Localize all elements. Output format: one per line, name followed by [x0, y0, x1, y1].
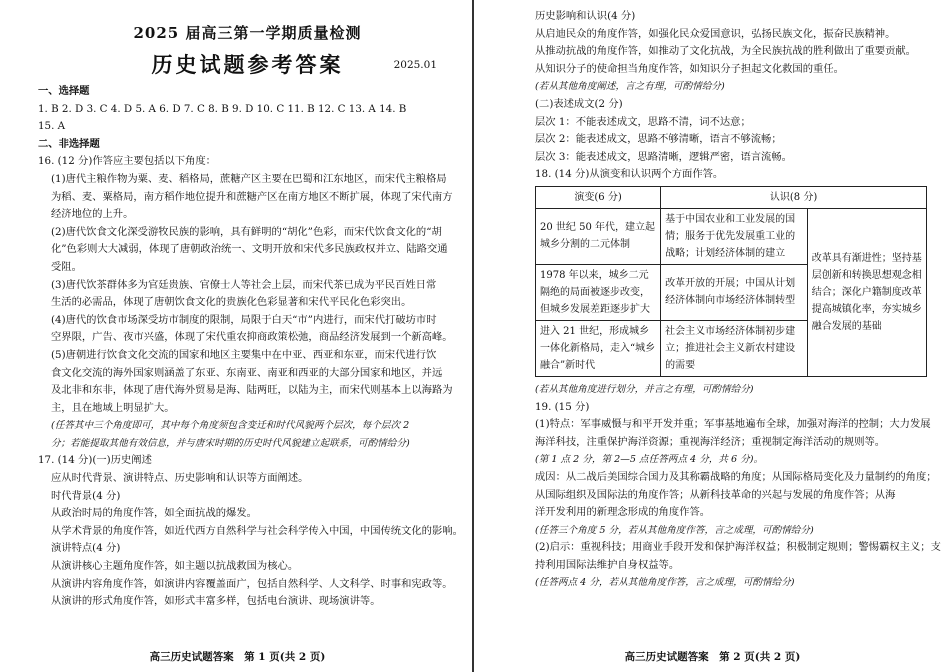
page-divider: [472, 0, 474, 672]
right-top-line: 层次 3：能表述成文，思路清晰，逻辑严密，语言流畅。: [535, 150, 792, 163]
right-top-line: 从知识分子的使命担当角度作答，如知识分子担起文化救国的重任。: [535, 62, 844, 75]
table-cell-understanding: 改革开放的开展；中国从计划经济体制向市场经济体制转型: [661, 264, 808, 320]
left-line: 17. (14 分)(一)历史阐述: [38, 454, 152, 467]
page-1-body: [38, 83, 463, 611]
page-2-footer: 高三历史试题答案 第 2 页(共 2 页): [624, 651, 801, 663]
exam-title: 2025 届高三第一学期质量检测: [133, 24, 362, 42]
table-cell-evolution: 20 世纪 50 年代，建立起城乡分割的二元体制: [536, 208, 661, 264]
page-1-footer: 高三历史试题答案 第 1 页(共 2 页): [149, 651, 326, 663]
left-line: (4)唐代的饮食市场深受坊市制度的限制，局限于白天“市”内进行，而宋代打破坊市时: [51, 313, 437, 326]
exam-date: 2025.01: [393, 59, 437, 71]
left-line: 二、非选择题: [38, 137, 100, 150]
table-header-row: [536, 186, 927, 208]
left-line: 演讲特点(4 分): [51, 542, 121, 555]
left-line: 15. A: [38, 120, 66, 133]
table-head-evolution: 演变(6 分): [536, 186, 661, 208]
left-line: (3)唐代饮茶群体多为官廷贵族、官僚士人等社会上层，而宋代茶已成为平民百姓日常: [51, 278, 437, 291]
left-line: 受阻。: [51, 260, 82, 273]
right-top-line: (二)表述成文(2 分): [535, 97, 623, 110]
table-cell-understanding: 社会主义市场经济体制初步建立；推进社会主义新农村建设的需要: [661, 320, 808, 376]
right-bottom-line: 持利用国际法维护自身权益等。: [535, 558, 680, 571]
table-head-understanding: 认识(8 分): [661, 186, 927, 208]
left-line: 从政治时局的角度作答，如全面抗战的爆发。: [51, 507, 257, 520]
page-2-body-bottom: [535, 381, 942, 592]
left-line: 生活的必需品，体现了唐朝饮食文化的贵族化色彩显著和宋代平民化色彩突出。: [51, 296, 412, 309]
left-line: 时代背景(4 分): [51, 489, 121, 502]
right-bottom-line: 海洋科技，注重保护海洋资源；重视海洋经济；重视制定海洋活动的规则等。: [535, 435, 886, 448]
left-line: (任答其中三个角度即可，其中每个角度须包含变迁和时代风貌两个层次，每个层次 2: [51, 420, 410, 432]
left-line: 空界限，广告、夜市兴盛，体现了宋代重农抑商政策松弛，商品经济发展到一个新高峰。: [51, 331, 453, 344]
right-bottom-line: (1)特点：军事威慑与和平开发并重；军事基地遍布全球，加强对海洋的控制；大力发展: [535, 418, 931, 431]
left-line: 一、选择题: [38, 85, 90, 97]
right-top-line: 历史影响和认识(4 分): [535, 10, 636, 22]
table-row: [536, 208, 927, 264]
left-line: 为稻、麦、粟格局，南方稻作地位提升和蔗糖产区在南方地区不断扩展，体现了宋代南方: [51, 190, 453, 203]
title-row: [38, 43, 457, 83]
right-bottom-line: (第 1 点 2 分，第 2—5 点任答两点 4 分，共 6 分)。: [535, 454, 764, 466]
page-2: [475, 0, 950, 672]
left-line: 从演讲内容角度作答，如演讲内容覆盖面广，包括自然科学、人文科学、时事和宪政等。: [51, 577, 453, 590]
left-line: 及北非和东非，体现了唐代海外贸易是海、陆两旺，以陆为主，而宋代则基本上以海路为: [51, 384, 453, 397]
right-bottom-line: 从国际组织及国际法的角度作答；从新科技革命的兴起与发展的角度作答；从海: [535, 488, 896, 501]
left-line: 食文化交流的海外国家则涵盖了东亚、东南亚、南亚和西亚的大部分国家和地区，并远: [51, 366, 443, 379]
left-line: 分；若能提取其他有效信息，并与唐宋时期的历史时代风貌建立起联系，可酌情给分): [51, 437, 410, 449]
right-top-line: 从推动抗战的角度作答，如推动了文化抗战，为全民族抗战的胜利做出了重要贡献。: [535, 45, 916, 58]
doc-title: 历史试题参考答案: [151, 52, 344, 77]
right-bottom-line: (任答三个角度 5 分，若从其他角度作答，言之成理，可酌情给分): [535, 524, 814, 536]
right-top-line: 从启迪民众的角度作答，如强化民众爱国意识，弘扬民族文化，振奋民族精神。: [535, 27, 896, 40]
left-line: (1)唐代主粮作物为粟、麦、稻格局，蔗糖产区主要在巴蜀和江东地区，而宋代主粮格局: [51, 172, 447, 185]
left-line: 从演讲的形式角度作答，如形式丰富多样，包括电台演讲、现场演讲等。: [51, 595, 381, 608]
page-2-body-top: [535, 8, 942, 184]
right-bottom-line: (2)启示：重视科技；用商业手段开发和保护海洋权益；积极制定规则；警惕霸权主义；支: [535, 541, 941, 554]
left-line: (5)唐朝进行饮食文化交流的国家和地区主要集中在中亚、西亚和东亚，而宋代进行饮: [51, 348, 437, 361]
right-bottom-line: (若从其他角度进行划分，并言之有理，可酌情给分): [535, 383, 754, 395]
right-bottom-line: (任答两点 4 分，若从其他角度作答，言之成理，可酌情给分): [535, 577, 795, 589]
right-top-line: (若从其他角度阐述，言之有理，可酌情给分): [535, 81, 725, 93]
table-cell-understanding: 基于中国农业和工业发展的国情；服务于优先发展重工业的战略；计划经济体制的建立: [661, 208, 808, 264]
left-line: 从学术背景的角度作答，如近代西方自然科学与社会科学传入中国，中国传统文化的影响。: [51, 524, 463, 537]
right-top-line: 层次 1：不能表述成文，思路不清，词不达意；: [535, 115, 751, 128]
left-line: (2)唐代饮食文化深受游牧民族的影响，具有鲜明的“胡化”色彩，而宋代饮食文化的“胡: [51, 225, 442, 238]
left-line: 应从时代背景、演讲特点、历史影响和认识等方面阐述。: [51, 472, 309, 485]
right-top-line: 18. (14 分)从演变和认识两个方面作答。: [535, 168, 724, 181]
right-top-line: 层次 2：能表述成文，思路不够清晰，语言不够流畅；: [535, 133, 782, 146]
right-bottom-line: 成因：从二战后美国综合国力及其称霸战略的角度；从国际格局变化及力量制约的角度；: [535, 470, 937, 483]
right-bottom-line: 洋开发利用的新理念形成的角度作答。: [535, 506, 711, 519]
left-line: 化”色彩则大大减弱，体现了唐朝政治统一、文明开放和宋代多民族政权并立、陆路交通: [51, 243, 448, 256]
table-cell-evolution: 进入 21 世纪，形成城乡一体化新格局，走入“城乡融合”新时代: [536, 320, 661, 376]
left-line: 从演讲核心主题角度作答，如主题以抗战救国为核心。: [51, 560, 299, 573]
right-bottom-line: 19. (15 分): [535, 400, 590, 413]
left-line: 经济地位的上升。: [51, 208, 134, 221]
left-line: 主，且在地域上明显扩大。: [51, 401, 175, 414]
table-cell-evolution: 1978 年以来，城乡二元隔绝的局面被逐步改变，但城乡发展差距逐步扩大: [536, 264, 661, 320]
q18-answer-table: [535, 186, 927, 377]
left-line: 16. (12 分)作答应主要包括以下角度：: [38, 155, 216, 168]
table-cell-summary: 改革具有渐进性；坚持基层创新和转换思想观念相结合；深化户籍制度改革提高城镇化率，夯实城乡融合发展的基础: [807, 208, 926, 376]
left-line: 1. B 2. D 3. C 4. D 5. A 6. D 7. C 8. B 9. D 10. C 11. B 12. C 13. A 14. B: [38, 102, 407, 115]
